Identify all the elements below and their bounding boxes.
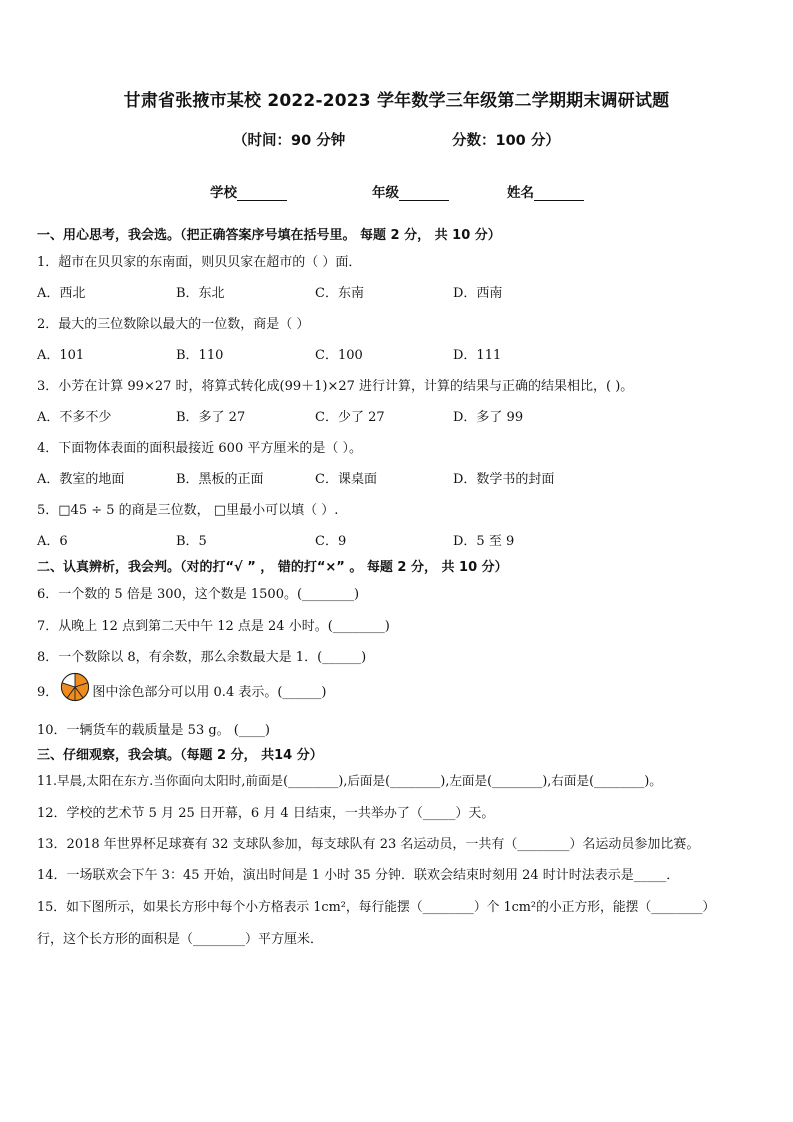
question-15-line-2: 行，这个长方形的面积是（________）平方厘米． (37, 932, 324, 947)
q5-option-a: A．6 (37, 534, 68, 549)
question-3: 3．小芳在计算 99×27 时，将算式转化成(99＋1)×27 进行计算，计算的结果与正确的结果相比，( )。 (37, 379, 634, 394)
q5-option-c: C．9 (315, 534, 347, 549)
question-14: 14．一场联欢会下午 3：45 开始，演出时间是 1 小时 35 分钟．联欢会结束时刻用 24 时计时法表示是_____． (37, 868, 680, 883)
question-15-line-1: 15．如下图所示，如果长方形中每个小方格表示 1cm²，每行能摆（________）个 1cm²的小正方形，能摆（________） (37, 900, 716, 915)
q3-option-a: A．不多不少 (37, 410, 112, 425)
grade-label: 年级 (372, 185, 399, 201)
grade-blank[interactable] (399, 186, 449, 201)
section-2-heading: 二、认真辨析，我会判。（对的打“√ ” ， 错的打“×” 。 每题 2 分， 共 10 分） (37, 560, 508, 575)
time-label: （时间：90 分钟 (233, 133, 346, 149)
question-1: 1．超市在贝贝家的东南面，则贝贝家在超市的（ ）面． (37, 255, 362, 270)
section-3-heading: 三、仔细观察，我会填。（每题 2 分， 共14 分） (37, 748, 323, 763)
q4-option-c: C．课桌面 (315, 472, 377, 487)
question-9: 9． 图中涂色部分可以用 0.4 表示。(______) (37, 685, 327, 700)
name-blank[interactable] (534, 186, 584, 201)
question-2: 2．最大的三位数除以最大的一位数，商是（ ） (37, 317, 310, 332)
question-10: 10．一辆货车的载质量是 53 g。 (____) (37, 723, 270, 738)
q3-option-d: D．多了 99 (453, 410, 524, 425)
question-6: 6．一个数的 5 倍是 300，这个数是 1500。(________) (37, 587, 360, 602)
q4-option-b: B．黑板的正面 (176, 472, 264, 487)
question-11: 11.早晨,太阳在东方.当你面向太阳时,前面是(________),后面是(________),左面是(________),右面是(________)。 (37, 773, 662, 788)
q1-option-d: D．西南 (453, 286, 503, 301)
question-8: 8．一个数除以 8，有余数，那么余数最大是 1．(______) (37, 650, 367, 665)
section-1-heading: 一、用心思考，我会选。（把正确答案序号填在括号里。 每题 2 分， 共 10 分） (37, 228, 501, 243)
q2-option-d: D．111 (453, 348, 502, 363)
q2-option-a: A．101 (37, 348, 85, 363)
name-label: 姓名 (507, 185, 534, 201)
q1-option-a: A．西北 (37, 286, 86, 301)
question-4: 4．下面物体表面的面积最接近 600 平方厘米的是（ ）。 (37, 441, 362, 456)
q3-option-c: C．少了 27 (315, 410, 385, 425)
school-blank[interactable] (237, 186, 287, 201)
question-7: 7．从晚上 12 点到第二天中午 12 点是 24 小时。(________) (37, 619, 390, 634)
q5-option-d: D．5 至 9 (453, 534, 515, 549)
q4-option-d: D．数学书的封面 (453, 472, 555, 487)
q1-option-b: B．东北 (176, 286, 225, 301)
q3-option-b: B．多了 27 (176, 410, 246, 425)
name-field (507, 181, 584, 201)
school-field (210, 181, 287, 201)
q4-option-a: A．教室的地面 (37, 472, 125, 487)
school-label: 学校 (210, 185, 237, 201)
question-13: 13．2018 年世界杯足球赛有 32 支球队参加，每支球队有 23 名运动员，一共有（________）名运动员参加比赛。 (37, 837, 700, 852)
question-12: 12．学校的艺术节 5 月 25 日开幕，6 月 4 日结束，一共举办了（_____）天。 (37, 806, 495, 821)
page-title: 甘肃省张掖市某校 2022-2023 学年数学三年级第二学期期末调研试题 (123, 91, 670, 111)
question-5: 5．□45 ÷ 5 的商是三位数， □里最小可以填（ ）. (37, 503, 339, 518)
q2-option-b: B．110 (176, 348, 224, 363)
score-label: 分数：100 分） (452, 133, 560, 149)
q5-option-b: B．5 (176, 534, 207, 549)
q1-option-c: C．东南 (315, 286, 364, 301)
grade-field (372, 181, 449, 201)
q2-option-c: C．100 (315, 348, 363, 363)
